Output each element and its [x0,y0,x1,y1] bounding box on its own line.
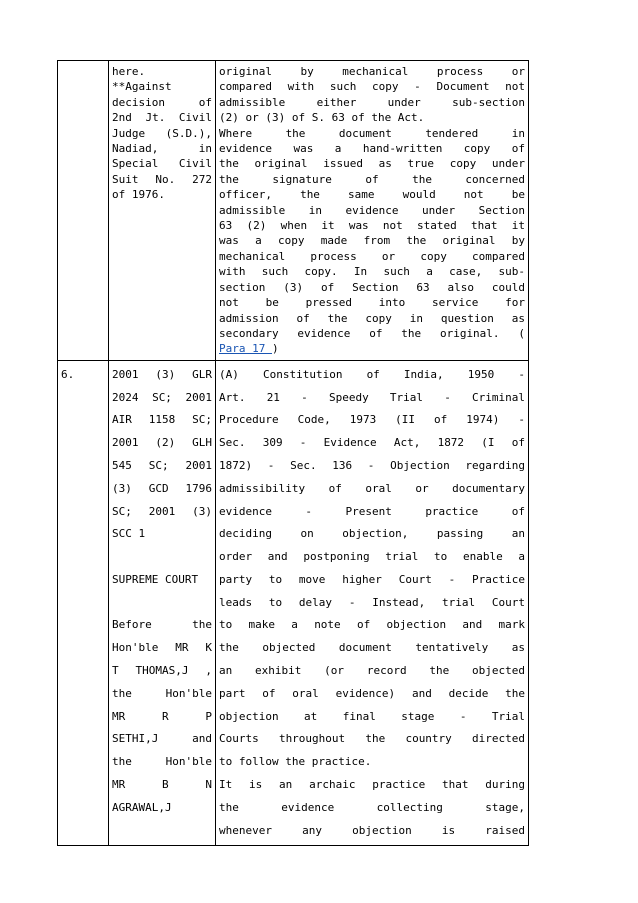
citation-cell [109,61,216,361]
summary-cell [216,61,529,361]
summary-line: (2) or (3) of S. 63 of the Act. [219,111,425,125]
summary-line: evidence - Present practice of [219,504,525,518]
table-row [58,61,529,361]
summary-line: officer, the same would not be [219,188,525,202]
summary-line: admissibility of oral or documentary [219,481,525,495]
citation-line: here. [112,65,146,78]
serial-number-cell [58,61,109,361]
summary-line: an exhibit (or record the objected [219,664,525,678]
summary-line: leads to delay - Instead, trial Court [219,595,525,609]
judgment-digest-table [57,60,529,846]
summary-line: was a copy made from the original by [219,234,525,248]
summary-line: secondary evidence of the original. ( [219,326,525,340]
summary-line: admission of the copy in question as [219,311,525,325]
citation-line: Special Civil [112,157,212,171]
summary-line: admissible in evidence under Section [219,203,525,217]
citation-line: SC; 2001 (3) [112,504,212,518]
summary-line: evidence was a hand-written copy of [219,142,525,156]
summary-line: objection at final stage - Trial [219,709,525,723]
summary-line: section (3) of Section 63 also could [219,280,525,294]
para-link[interactable]: Para 17 [219,342,272,356]
table-row [58,360,529,846]
summary-line: to follow the practice. [219,755,372,769]
citation-cell [109,360,216,846]
summary-line: 1872) - Sec. 136 - Objection regarding [219,458,525,472]
bench-line: the Hon'ble [112,686,212,700]
summary-line: Sec. 309 - Evidence Act, 1872 (I of [219,436,525,450]
summary-line: Where the document tendered in [219,126,525,140]
summary-line: admissible either under sub-section [219,95,525,109]
citation-line: 2001 (3) GLR [112,367,212,381]
court-name: SUPREME COURT [112,572,199,586]
summary-line: the evidence collecting stage, [219,800,525,814]
serial-number: 6. [61,367,75,381]
citation-line: decision of [112,95,212,109]
serial-number-cell [58,360,109,846]
citation-line: Suit No. 272 [112,172,212,186]
citation-line: 545 SC; 2001 [112,458,212,472]
citation-line: **Against [112,80,172,94]
bench-line: T THOMAS,J , [112,664,212,678]
summary-line: with such copy. In such a case, sub- [219,265,525,279]
summary-line: mechanical process or copy compared [219,249,525,263]
summary-line: original by mechanical process or [219,65,525,78]
summary-line: party to move higher Court - Practice [219,572,525,586]
summary-line: the objected document tentatively as [219,641,525,655]
bench-line: Before the [112,618,212,632]
summary-line: order and postponing trial to enable a [219,550,525,564]
summary-line: part of oral evidence) and decide the [219,686,525,700]
bench-line: Hon'ble MR K [112,641,212,655]
citation-line: 2nd Jt. Civil [112,111,212,125]
summary-cell [216,360,529,846]
summary-line: It is an archaic practice that during [219,778,525,792]
summary-line: the original issued as true copy under [219,157,525,171]
bench-line: MR R P [112,709,212,723]
citation-line: 2001 (2) GLH [112,436,212,450]
bench-line: the Hon'ble [112,755,212,769]
para-reference [219,341,525,356]
para-close: ) [271,342,279,356]
citation-line: 2024 SC; 2001 [112,390,212,404]
bench-line: MR B N [112,778,212,792]
citation-line: (3) GCD 1796 [112,481,212,495]
citation-line: SCC 1 [112,527,146,541]
summary-line: Procedure Code, 1973 (II of 1974) - [219,413,525,427]
summary-line: Art. 21 - Speedy Trial - Criminal [219,390,525,404]
summary-line: the signature of the concerned [219,172,525,186]
summary-line: to make a note of objection and mark [219,618,525,632]
summary-line: compared with such copy - Document not [219,80,525,94]
summary-line: 63 (2) when it was not stated that it [219,219,525,233]
citation-line: Nadiad, in [112,142,212,156]
bench-line: AGRAWAL,J [112,800,172,814]
bench-line: SETHI,J and [112,732,212,746]
summary-line: Courts throughout the country directed [219,732,525,746]
citation-line: AIR 1158 SC; [112,413,212,427]
citation-line: Judge (S.D.), [112,126,212,140]
summary-line: (A) Constitution of India, 1950 - [219,367,525,381]
citation-line: of 1976. [112,188,165,202]
summary-line: not be pressed into service for [219,296,525,310]
summary-line: whenever any objection is raised [219,823,525,837]
summary-line: deciding on objection, passing an [219,527,525,541]
